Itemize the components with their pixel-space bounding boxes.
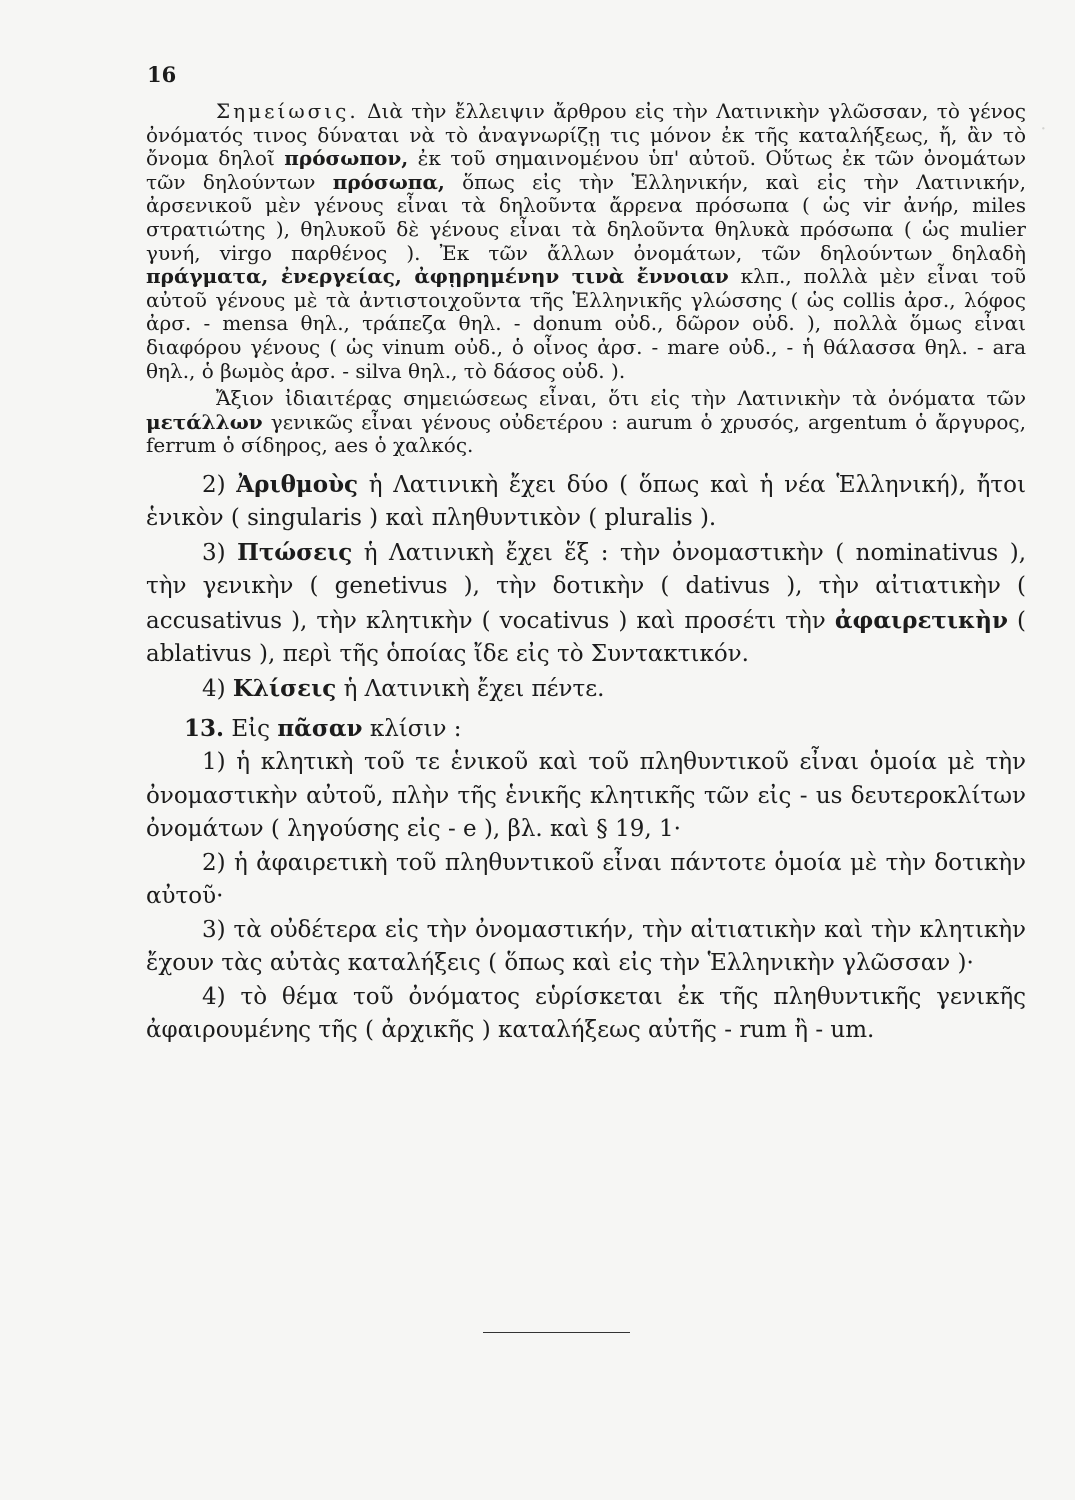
item-declensions — [146, 672, 1026, 707]
body-text — [146, 100, 1026, 1048]
item-cases — [146, 536, 1026, 672]
remark-text-3: ὅπως εἰς τὴν Ἑλληνικήν, καὶ εἰς τὴν Λατινικήν, ἀρσενικοῦ μὲν γένους εἶναι τὰ δηλοῦντα ἄρρενα πρόσωπα ( ὡς vir ἀνήρ, miles στρατιώτης ), θηλυκοῦ δὲ γένους εἶναι τὰ δηλοῦντα θηλυκὰ πρόσωπα ( ὡς mulier γυνή, virgo παρθένος ). Ἐκ τῶν ἄλλων ὀνομάτων, τῶν δηλούντων δηλαδὴ — [146, 169, 1027, 265]
item-text: ἡ Λατινικὴ ἔχει ἕξ : τὴν ὀνομαστικὴν ( nominativus ), τὴν γενικὴν ( genetivus ), τὴν δοτικὴν ( dativus ), τὴν αἰτιατικὴν ( accusativus ), τὴν κλητικὴν ( vocativus ) καὶ προσέτι τὴν — [146, 539, 1027, 634]
item-text: ἡ Λατινικὴ ἔχει δύο ( ὅπως καὶ ἡ νέα Ἑλληνική), ἤτοι ἑνικὸν ( singularis ) καὶ πληθυντικὸν ( pluralis ). — [146, 471, 1027, 532]
item-term: Ἀριθμοὺς — [236, 470, 359, 498]
remark-text-1: Διὰ τὴν ἔλλειψιν ἄρθρου εἰς τὴν Λατινικὴν γλῶσσαν, τὸ γένος ὀνόματός τινος δύναται νὰ τὸ ἀναγνωρίζῃ τις μόνον ἐκ τῆς καταλήξεως, ἤ, ἂν τὸ ὄνομα δηλοῖ — [146, 99, 1026, 171]
page-number: 16 — [147, 62, 177, 87]
item-text-ablative: ( ablativus ), περὶ τῆς ὁποίας ἴδε εἰς τὸ Συντακτικόν. — [146, 607, 1026, 668]
remark-text-4: κλπ., πολλὰ μὲν εἶναι τοῦ αὐτοῦ γένους μὲ τὰ ἀντιστοιχοῦντα τῆς Ἑλληνικῆς γλώσσης ( ὡς collis ἀρσ., λόφος ἀρσ. - mensa θηλ., τράπεζα θηλ. - donum οὐδ., δῶρον οὐδ. ), πολλὰ ὅμως εἶναι διαφόρου γένους ( ὡς vinum οὐδ., ὁ οἶνος ἀρσ. - mare οὐδ., - ἡ θάλασσα θηλ. - ara θηλ., ὁ βωμὸς ἀρσ. - silva θηλ., τὸ δάσος οὐδ. ). — [146, 264, 1026, 383]
metals-text-2: γενικῶς εἶναι γένους οὐδετέρου : aurum ὁ χρυσός, argentum ὁ ἄργυρος, ferrum ὁ σίδηρος, aes ὁ χαλκός. — [146, 409, 1026, 458]
rule-4: 4) τὸ θέμα τοῦ ὀνόματος εὑρίσκεται ἐκ τῆς πληθυντικῆς γενικῆς ἀφαιρουμένης τῆς ( ἀρχικῆς ) καταλήξεως αὐτῆς - rum ἢ - um. — [146, 983, 1026, 1044]
remark-paragraph — [146, 100, 1026, 383]
section-intro-bold: πᾶσαν — [277, 715, 363, 743]
remark-label: Σημείωσις. — [216, 99, 359, 123]
rule-1: 1) ἡ κλητικὴ τοῦ τε ἑνικοῦ καὶ τοῦ πληθυντικοῦ εἶναι ὁμοία μὲ τὴν ὀνομαστικὴν αὐτοῦ, πλὴν τῆς ἑνικῆς κλητικῆς τῶν εἰς - us δευτεροκλίτων ὀνομάτων ( ληγούσης εἰς - e ), βλ. καὶ § 19, 1· — [146, 749, 1026, 843]
remark-text-2: ἐκ τοῦ σημαινομένου ὑπ' αὐτοῦ. Οὕτως ἐκ τῶν ὀνομάτων τῶν δηλούντων — [146, 146, 1026, 194]
section-intro-end: κλίσιν : — [369, 716, 462, 743]
rule-2: 2) ἡ ἀφαιρετικὴ τοῦ πληθυντικοῦ εἶναι πάντοτε ὁμοία μὲ τὴν δοτικὴν αὐτοῦ· — [146, 849, 1026, 910]
section-intro: Εἰς — [231, 716, 271, 743]
item-term: Πτώσεις — [237, 538, 353, 566]
item-term-ablative: ἀφαιρετικὴν — [834, 606, 1008, 634]
bleed-through-mark: · — [1040, 118, 1047, 140]
section-13-heading — [146, 712, 1026, 746]
item-term: Κλίσεις — [232, 674, 337, 702]
remark-bold-1: πρόσωπον, — [284, 146, 409, 171]
metals-bold: μετάλλων — [146, 409, 263, 434]
rule-3: 3) τὰ οὐδέτερα εἰς τὴν ὀνομαστικήν, τὴν αἰτιατικὴν καὶ τὴν κλητικὴν ἔχουν τὰς αὐτὰς καταλήξεις ( ὅπως καὶ εἰς τὴν Ἑλληνικὴν γλῶσσαν )· — [146, 916, 1026, 977]
metals-paragraph — [146, 387, 1026, 458]
item-numbers — [146, 468, 1026, 536]
footnote-divider — [483, 1332, 630, 1333]
item-number: 3) — [202, 539, 226, 566]
section-number: 13. — [184, 715, 225, 743]
item-text: ἡ Λατινικὴ ἔχει πέντε. — [343, 675, 605, 702]
item-number: 2) — [202, 471, 226, 498]
item-number: 4) — [202, 675, 226, 702]
remark-bold-2: πρόσωπα, — [332, 169, 445, 194]
metals-text-1: Ἄξιον ἰδιαιτέρας σημειώσεως εἶναι, ὅτι εἰς τὴν Λατινικὴν τὰ ὀνόματα τῶν — [216, 386, 1026, 411]
remark-bold-3: πράγματα, ἐνεργείας, ἀφῃρημένην τινὰ ἔννοιαν — [146, 264, 729, 289]
